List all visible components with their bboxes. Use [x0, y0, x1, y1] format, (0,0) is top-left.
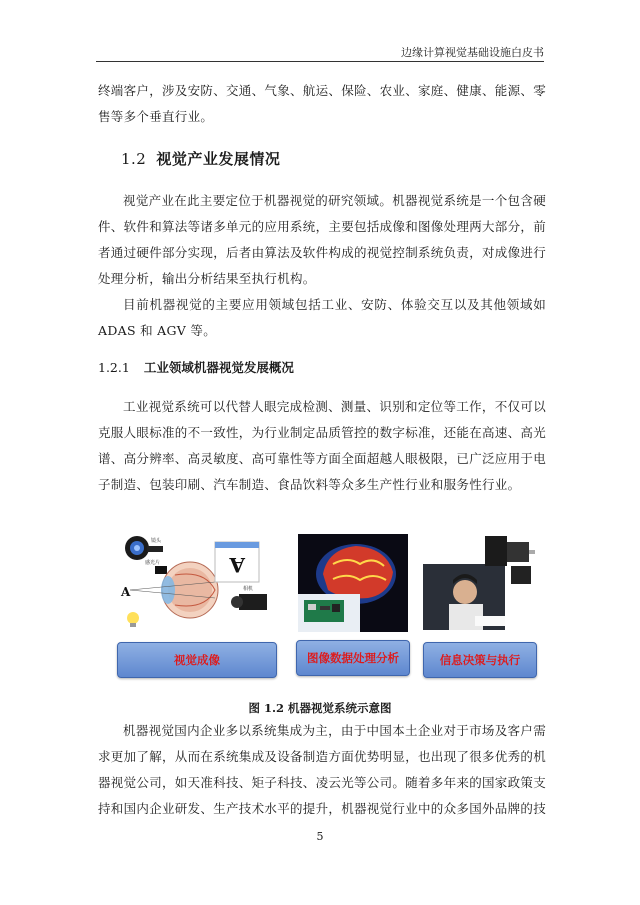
- decision-execution-illustration: [423, 534, 535, 630]
- header-rule: [96, 61, 544, 62]
- section-heading: [121, 148, 280, 169]
- decision-execution-step: 信息决策与执行: [423, 642, 537, 678]
- svg-text:A: A: [229, 553, 245, 577]
- image-processing-step: 图像数据处理分析: [296, 640, 410, 676]
- lens-label: 镜头: [151, 538, 162, 544]
- paragraph-visual-industry: 视觉产业在此主要定位于机器视觉的研究领域。机器视觉系统是一个包含硬件、软件和算法等诸多单元的应用系统，主要包括成像和图像处理两大部分，前者通过硬件部分实现，后者由算法及软件构成的视觉控制系统负责，对成像进行处理分析，输出分析结果至执行机构。: [98, 193, 547, 286]
- camera-label: 相机: [243, 586, 254, 592]
- section-title: 视觉产业发展情况: [156, 150, 281, 168]
- page-number: 5: [316, 830, 324, 843]
- paragraph-domestic-companies: 机器视觉国内企业多以系统集成为主，由于中国本土企业对于市场及客户需求更加了解，从而在系统集成及设备制造方面优势明显，也出现了很多优秀的机器视觉公司，如天准科技、矩子科技、凌云光等公司。随着多年来的国家政策支持和国内企业研发、生产技术水平的提升，机器视觉行业中的众多国外品牌的技: [98, 723, 547, 816]
- subsection-number: 1.2.1: [98, 360, 130, 375]
- subsection-title: 工业领域机器视觉发展概况: [143, 360, 294, 375]
- sensor-label: 感光片: [145, 560, 161, 566]
- eye-imaging-illustration: [115, 530, 277, 632]
- subsection-heading: [98, 358, 294, 376]
- figure-caption: 图 1.2 机器视觉系统示意图: [248, 701, 392, 715]
- section-number: 1.2: [121, 150, 147, 168]
- paragraph-intro-tail: 终端客户，涉及安防、交通、气象、航运、保险、农业、家庭、健康、能源、零售等多个垂直行业。: [98, 83, 547, 124]
- header-title: 边缘计算视觉基础设施白皮书: [401, 46, 544, 59]
- brain-processing-illustration: [298, 534, 408, 632]
- letter-a-left: A: [121, 585, 131, 599]
- paragraph-industrial-vision: 工业视觉系统可以代替人眼完成检测、测量、识别和定位等工作，不仅可以克服人眼标准的不一致性，为行业制定品质管控的数字标准，还能在高速、高光谱、高分辨率、高灵敏度、高可靠性等方面全面超越人眼极限，已广泛应用于电子制造、包装印刷、汽车制造、食品饮料等众多生产性行业和服务性行业。: [98, 399, 547, 492]
- paragraph-application-fields: 目前机器视觉的主要应用领域包括工业、安防、体验交互以及其他领域如 ADAS 和 AGV 等。: [98, 297, 546, 338]
- machine-vision-figure: [113, 530, 543, 680]
- visual-imaging-step: 视觉成像: [117, 642, 277, 678]
